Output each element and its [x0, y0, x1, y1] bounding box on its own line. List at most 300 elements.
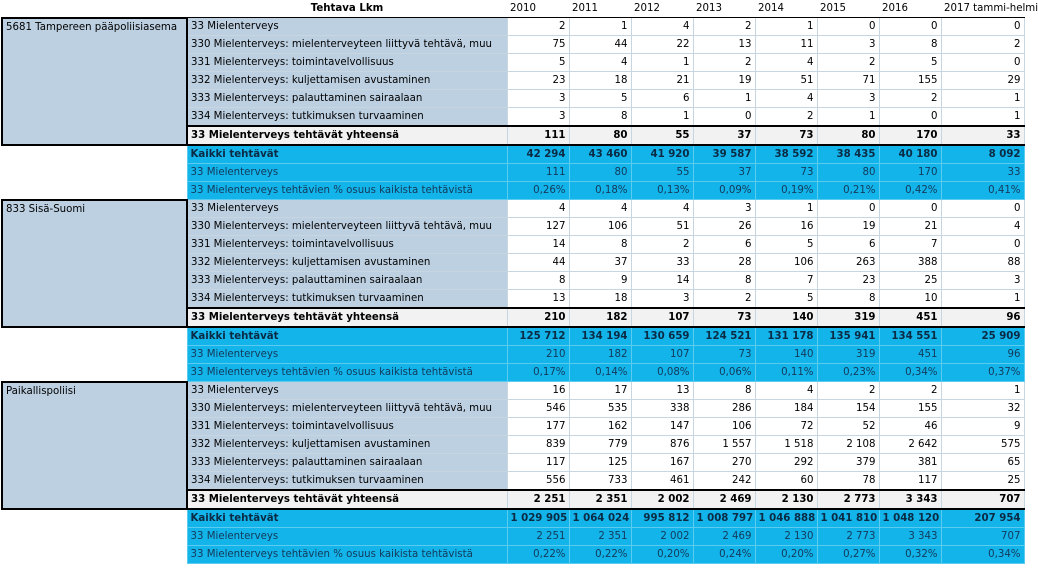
value-cell: 8 — [507, 272, 569, 290]
mental-health-row-value: 96 — [941, 346, 1024, 364]
share-row-value: 0,18% — [569, 182, 631, 200]
value-cell: 177 — [507, 418, 569, 436]
value-cell: 876 — [631, 436, 693, 454]
empty-cell — [2, 509, 187, 528]
value-cell: 2 642 — [879, 436, 941, 454]
value-cell: 733 — [569, 472, 631, 491]
total-value: 37 — [693, 126, 755, 145]
value-cell: 2 — [693, 290, 755, 309]
mental-health-row-value: 2 773 — [817, 528, 879, 546]
value-cell: 29 — [941, 72, 1024, 90]
value-cell: 18 — [569, 290, 631, 309]
value-cell: 14 — [631, 272, 693, 290]
share-row-value: 0,20% — [631, 546, 693, 564]
value-cell: 1 557 — [693, 436, 755, 454]
mental-health-row — [2, 164, 1024, 182]
value-cell: 44 — [507, 254, 569, 272]
value-cell: 117 — [879, 472, 941, 491]
value-cell: 1 — [631, 54, 693, 72]
share-row-value: 0,37% — [941, 364, 1024, 382]
total-label: 33 Mielenterveys tehtävät yhteensä — [187, 308, 507, 327]
all-tasks-row-label: Kaikki tehtävät — [187, 145, 507, 164]
value-cell: 388 — [879, 254, 941, 272]
value-cell: 23 — [817, 272, 879, 290]
empty-cell — [2, 182, 187, 200]
total-value: 96 — [941, 308, 1024, 327]
all-tasks-row-value: 25 909 — [941, 327, 1024, 346]
task-label: 333 Mielenterveys: palauttaminen sairaalaan — [187, 90, 507, 108]
all-tasks-row-label: Kaikki tehtävät — [187, 509, 507, 528]
value-cell: 13 — [693, 36, 755, 54]
value-cell: 21 — [631, 72, 693, 90]
value-cell: 154 — [817, 400, 879, 418]
empty-cell — [2, 327, 187, 346]
total-value: 3 343 — [879, 490, 941, 509]
total-value: 182 — [569, 308, 631, 327]
share-row-value: 0,32% — [879, 546, 941, 564]
task-label: 333 Mielenterveys: palauttaminen sairaalaan — [187, 454, 507, 472]
all-tasks-row-value: 134 551 — [879, 327, 941, 346]
value-cell: 575 — [941, 436, 1024, 454]
all-tasks-row-value: 1 029 905 — [507, 509, 569, 528]
value-cell: 3 — [631, 290, 693, 309]
total-value: 2 002 — [631, 490, 693, 509]
value-cell: 6 — [693, 236, 755, 254]
total-value: 2 351 — [569, 490, 631, 509]
value-cell: 4 — [755, 382, 817, 400]
value-cell: 4 — [631, 200, 693, 218]
total-value: 319 — [817, 308, 879, 327]
mental-health-row-value: 210 — [507, 346, 569, 364]
value-cell: 7 — [879, 236, 941, 254]
all-tasks-row-value: 995 812 — [631, 509, 693, 528]
value-cell: 4 — [755, 90, 817, 108]
all-tasks-row-value: 40 180 — [879, 145, 941, 164]
year-header: 2014 — [755, 0, 817, 18]
total-value: 33 — [941, 126, 1024, 145]
mental-health-row-value: 37 — [693, 164, 755, 182]
value-cell: 3 — [817, 36, 879, 54]
value-cell: 1 — [693, 90, 755, 108]
value-cell: 263 — [817, 254, 879, 272]
share-row-value: 0,22% — [569, 546, 631, 564]
value-cell: 5 — [569, 90, 631, 108]
year-header: 2016 — [879, 0, 941, 18]
value-cell: 65 — [941, 454, 1024, 472]
share-row-value: 0,20% — [755, 546, 817, 564]
task-label: 332 Mielenterveys: kuljettamisen avustaminen — [187, 254, 507, 272]
value-cell: 127 — [507, 218, 569, 236]
unit-name-cell: 833 Sisä-Suomi — [2, 200, 187, 328]
table-row — [2, 18, 1024, 36]
total-value: 2 773 — [817, 490, 879, 509]
value-cell: 72 — [755, 418, 817, 436]
all-tasks-row-value: 42 294 — [507, 145, 569, 164]
mental-health-row-value: 73 — [755, 164, 817, 182]
value-cell: 2 — [817, 382, 879, 400]
value-cell: 11 — [755, 36, 817, 54]
all-tasks-row-value: 131 178 — [755, 327, 817, 346]
task-label: 331 Mielenterveys: toimintavelvollisuus — [187, 54, 507, 72]
value-cell: 4 — [755, 54, 817, 72]
task-label: 331 Mielenterveys: toimintavelvollisuus — [187, 418, 507, 436]
share-row-label: 33 Mielenterveys tehtävien % osuus kaikista tehtävistä — [187, 182, 507, 200]
value-cell: 1 — [755, 18, 817, 36]
value-cell: 14 — [507, 236, 569, 254]
value-cell: 106 — [693, 418, 755, 436]
value-cell: 2 — [879, 382, 941, 400]
value-cell: 2 — [941, 36, 1024, 54]
task-label: 332 Mielenterveys: kuljettamisen avustaminen — [187, 72, 507, 90]
value-cell: 0 — [879, 108, 941, 127]
value-cell: 3 — [693, 200, 755, 218]
value-cell: 51 — [755, 72, 817, 90]
all-tasks-row-value: 135 941 — [817, 327, 879, 346]
share-row-value: 0,14% — [569, 364, 631, 382]
share-row-value: 0,08% — [631, 364, 693, 382]
empty-cell — [2, 528, 187, 546]
value-cell: 338 — [631, 400, 693, 418]
task-label: 334 Mielenterveys: tutkimuksen turvaaminen — [187, 108, 507, 127]
all-tasks-row-value: 41 920 — [631, 145, 693, 164]
value-cell: 33 — [631, 254, 693, 272]
total-value: 80 — [569, 126, 631, 145]
all-tasks-row-value: 43 460 — [569, 145, 631, 164]
mental-health-row-value: 33 — [941, 164, 1024, 182]
task-label: 331 Mielenterveys: toimintavelvollisuus — [187, 236, 507, 254]
share-row-value: 0,21% — [817, 182, 879, 200]
all-tasks-row — [2, 145, 1024, 164]
value-cell: 167 — [631, 454, 693, 472]
value-cell: 535 — [569, 400, 631, 418]
value-cell: 0 — [879, 200, 941, 218]
total-value: 2 251 — [507, 490, 569, 509]
value-cell: 8 — [879, 36, 941, 54]
value-cell: 0 — [941, 236, 1024, 254]
mental-health-row-label: 33 Mielenterveys — [187, 164, 507, 182]
task-label: 333 Mielenterveys: palauttaminen sairaalaan — [187, 272, 507, 290]
value-cell: 0 — [941, 18, 1024, 36]
total-value: 55 — [631, 126, 693, 145]
value-cell: 3 — [507, 90, 569, 108]
value-cell: 8 — [693, 382, 755, 400]
value-cell: 10 — [879, 290, 941, 309]
value-cell: 106 — [755, 254, 817, 272]
value-cell: 1 — [941, 290, 1024, 309]
year-header: 2013 — [693, 0, 755, 18]
share-row-label: 33 Mielenterveys tehtävien % osuus kaikista tehtävistä — [187, 364, 507, 382]
value-cell: 22 — [631, 36, 693, 54]
share-row-value: 0,06% — [693, 364, 755, 382]
value-cell: 25 — [879, 272, 941, 290]
year-header: 2017 tammi-helmi — [941, 0, 1024, 18]
task-label: 33 Mielenterveys — [187, 18, 507, 36]
mental-health-row-value: 319 — [817, 346, 879, 364]
mental-health-row-value: 2 469 — [693, 528, 755, 546]
total-value: 170 — [879, 126, 941, 145]
value-cell: 4 — [631, 18, 693, 36]
value-cell: 32 — [941, 400, 1024, 418]
share-row-label: 33 Mielenterveys tehtävien % osuus kaikista tehtävistä — [187, 546, 507, 564]
value-cell: 0 — [941, 200, 1024, 218]
value-cell: 16 — [755, 218, 817, 236]
all-tasks-row-value: 1 008 797 — [693, 509, 755, 528]
value-cell: 21 — [879, 218, 941, 236]
year-header: 2010 — [507, 0, 569, 18]
all-tasks-row-value: 1 046 888 — [755, 509, 817, 528]
task-label: 330 Mielenterveys: mielenterveyteen liittyvä tehtävä, muu — [187, 218, 507, 236]
value-cell: 16 — [507, 382, 569, 400]
value-cell: 3 — [817, 90, 879, 108]
value-cell: 242 — [693, 472, 755, 491]
mental-health-row-value: 2 351 — [569, 528, 631, 546]
mental-health-row — [2, 346, 1024, 364]
mental-health-row-value: 2 251 — [507, 528, 569, 546]
value-cell: 1 — [631, 108, 693, 127]
value-cell: 1 — [569, 18, 631, 36]
total-value: 107 — [631, 308, 693, 327]
value-cell: 46 — [879, 418, 941, 436]
value-cell: 52 — [817, 418, 879, 436]
unit-name-cell: 5681 Tampereen pääpoliisiasema — [2, 18, 187, 146]
total-value: 2 469 — [693, 490, 755, 509]
value-cell: 26 — [693, 218, 755, 236]
value-cell: 8 — [569, 236, 631, 254]
share-row-value: 0,27% — [817, 546, 879, 564]
value-cell: 28 — [693, 254, 755, 272]
all-tasks-row-value: 124 521 — [693, 327, 755, 346]
value-cell: 839 — [507, 436, 569, 454]
mental-health-row-value: 3 343 — [879, 528, 941, 546]
value-cell: 1 — [941, 90, 1024, 108]
value-cell: 270 — [693, 454, 755, 472]
value-cell: 2 — [693, 54, 755, 72]
mental-health-row-value: 707 — [941, 528, 1024, 546]
value-cell: 2 — [755, 108, 817, 127]
all-tasks-row — [2, 509, 1024, 528]
value-cell: 37 — [569, 254, 631, 272]
value-cell: 106 — [569, 218, 631, 236]
value-cell: 292 — [755, 454, 817, 472]
all-tasks-row-value: 38 592 — [755, 145, 817, 164]
value-cell: 5 — [879, 54, 941, 72]
all-tasks-row-value: 125 712 — [507, 327, 569, 346]
share-row — [2, 364, 1024, 382]
value-cell: 4 — [569, 54, 631, 72]
all-tasks-row-label: Kaikki tehtävät — [187, 327, 507, 346]
year-header: 2011 — [569, 0, 631, 18]
total-value: 2 130 — [755, 490, 817, 509]
share-row-value: 0,24% — [693, 546, 755, 564]
total-value: 210 — [507, 308, 569, 327]
value-cell: 0 — [817, 200, 879, 218]
value-cell: 2 — [507, 18, 569, 36]
mental-health-tasks-table — [1, 0, 1038, 564]
value-cell: 155 — [879, 400, 941, 418]
value-cell: 286 — [693, 400, 755, 418]
total-value: 80 — [817, 126, 879, 145]
total-value: 707 — [941, 490, 1024, 509]
value-cell: 3 — [507, 108, 569, 127]
share-row-value: 0,26% — [507, 182, 569, 200]
value-cell: 2 — [631, 236, 693, 254]
value-cell: 5 — [507, 54, 569, 72]
value-cell: 23 — [507, 72, 569, 90]
table-row — [2, 200, 1024, 218]
total-value: 73 — [755, 126, 817, 145]
all-tasks-row-value: 38 435 — [817, 145, 879, 164]
total-value: 451 — [879, 308, 941, 327]
value-cell: 9 — [941, 418, 1024, 436]
value-cell: 8 — [693, 272, 755, 290]
value-cell: 3 — [941, 272, 1024, 290]
value-cell: 19 — [693, 72, 755, 90]
value-cell: 71 — [817, 72, 879, 90]
mental-health-row-value: 182 — [569, 346, 631, 364]
empty-cell — [2, 346, 187, 364]
total-label: 33 Mielenterveys tehtävät yhteensä — [187, 126, 507, 145]
mental-health-row-value: 2 002 — [631, 528, 693, 546]
value-cell: 17 — [569, 382, 631, 400]
share-row — [2, 546, 1024, 564]
value-cell: 88 — [941, 254, 1024, 272]
value-cell: 117 — [507, 454, 569, 472]
mental-health-row-label: 33 Mielenterveys — [187, 346, 507, 364]
value-cell: 4 — [941, 218, 1024, 236]
share-row — [2, 182, 1024, 200]
value-cell: 1 518 — [755, 436, 817, 454]
task-label: 33 Mielenterveys — [187, 200, 507, 218]
year-header: 2015 — [817, 0, 879, 18]
header-row — [2, 0, 1024, 18]
all-tasks-row-value: 1 048 120 — [879, 509, 941, 528]
year-header: 2012 — [631, 0, 693, 18]
share-row-value: 0,34% — [941, 546, 1024, 564]
mental-health-row-value: 170 — [879, 164, 941, 182]
value-cell: 7 — [755, 272, 817, 290]
value-cell: 51 — [631, 218, 693, 236]
value-cell: 0 — [941, 54, 1024, 72]
mental-health-row-label: 33 Mielenterveys — [187, 528, 507, 546]
value-cell: 2 108 — [817, 436, 879, 454]
value-cell: 8 — [569, 108, 631, 127]
task-label: 330 Mielenterveys: mielenterveyteen liittyvä tehtävä, muu — [187, 400, 507, 418]
value-cell: 461 — [631, 472, 693, 491]
unit-column-header — [2, 0, 187, 18]
value-cell: 2 — [879, 90, 941, 108]
share-row-value: 0,19% — [755, 182, 817, 200]
all-tasks-row-value: 134 194 — [569, 327, 631, 346]
value-cell: 6 — [817, 236, 879, 254]
task-label: 334 Mielenterveys: tutkimuksen turvaaminen — [187, 290, 507, 309]
all-tasks-row-value: 207 954 — [941, 509, 1024, 528]
mental-health-row-value: 451 — [879, 346, 941, 364]
share-row-value: 0,34% — [879, 364, 941, 382]
mental-health-row-value: 140 — [755, 346, 817, 364]
mental-health-row-value: 55 — [631, 164, 693, 182]
value-cell: 8 — [817, 290, 879, 309]
value-cell: 779 — [569, 436, 631, 454]
empty-cell — [2, 164, 187, 182]
value-cell: 0 — [879, 18, 941, 36]
task-label: 334 Mielenterveys: tutkimuksen turvaaminen — [187, 472, 507, 491]
value-cell: 5 — [755, 290, 817, 309]
all-tasks-row-value: 8 092 — [941, 145, 1024, 164]
all-tasks-row — [2, 327, 1024, 346]
value-cell: 0 — [693, 108, 755, 127]
task-label: 332 Mielenterveys: kuljettamisen avustaminen — [187, 436, 507, 454]
share-row-value: 0,13% — [631, 182, 693, 200]
mental-health-row-value: 80 — [569, 164, 631, 182]
mental-health-row-value: 2 130 — [755, 528, 817, 546]
value-cell: 556 — [507, 472, 569, 491]
all-tasks-row-value: 1 041 810 — [817, 509, 879, 528]
value-cell: 78 — [817, 472, 879, 491]
value-cell: 162 — [569, 418, 631, 436]
share-row-value: 0,09% — [693, 182, 755, 200]
value-cell: 1 — [755, 200, 817, 218]
total-value: 140 — [755, 308, 817, 327]
mental-health-row-value: 80 — [817, 164, 879, 182]
share-row-value: 0,17% — [507, 364, 569, 382]
value-cell: 147 — [631, 418, 693, 436]
empty-cell — [2, 364, 187, 382]
value-cell: 2 — [817, 54, 879, 72]
all-tasks-row-value: 130 659 — [631, 327, 693, 346]
value-cell: 75 — [507, 36, 569, 54]
value-cell: 155 — [879, 72, 941, 90]
value-cell: 2 — [693, 18, 755, 36]
value-cell: 44 — [569, 36, 631, 54]
share-row-value: 0,22% — [507, 546, 569, 564]
value-cell: 5 — [755, 236, 817, 254]
value-cell: 4 — [569, 200, 631, 218]
value-cell: 4 — [507, 200, 569, 218]
mental-health-row-value: 111 — [507, 164, 569, 182]
value-cell: 184 — [755, 400, 817, 418]
unit-name-cell: Paikallispoliisi — [2, 382, 187, 510]
value-cell: 379 — [817, 454, 879, 472]
value-cell: 9 — [569, 272, 631, 290]
value-cell: 0 — [817, 18, 879, 36]
value-cell: 546 — [507, 400, 569, 418]
share-row-value: 0,42% — [879, 182, 941, 200]
total-value: 111 — [507, 126, 569, 145]
total-value: 73 — [693, 308, 755, 327]
share-row-value: 0,23% — [817, 364, 879, 382]
value-cell: 1 — [941, 108, 1024, 127]
task-label: 330 Mielenterveys: mielenterveyteen liittyvä tehtävä, muu — [187, 36, 507, 54]
task-label: 33 Mielenterveys — [187, 382, 507, 400]
value-cell: 19 — [817, 218, 879, 236]
value-cell: 381 — [879, 454, 941, 472]
all-tasks-row-value: 39 587 — [693, 145, 755, 164]
value-cell: 13 — [631, 382, 693, 400]
empty-cell — [2, 546, 187, 564]
mental-health-row-value: 73 — [693, 346, 755, 364]
value-cell: 6 — [631, 90, 693, 108]
table-row — [2, 382, 1024, 400]
value-cell: 13 — [507, 290, 569, 309]
task-column-header: Tehtava Lkm — [187, 0, 507, 18]
total-label: 33 Mielenterveys tehtävät yhteensä — [187, 490, 507, 509]
mental-health-row — [2, 528, 1024, 546]
value-cell: 60 — [755, 472, 817, 491]
all-tasks-row-value: 1 064 024 — [569, 509, 631, 528]
value-cell: 1 — [817, 108, 879, 127]
value-cell: 18 — [569, 72, 631, 90]
empty-cell — [2, 145, 187, 164]
